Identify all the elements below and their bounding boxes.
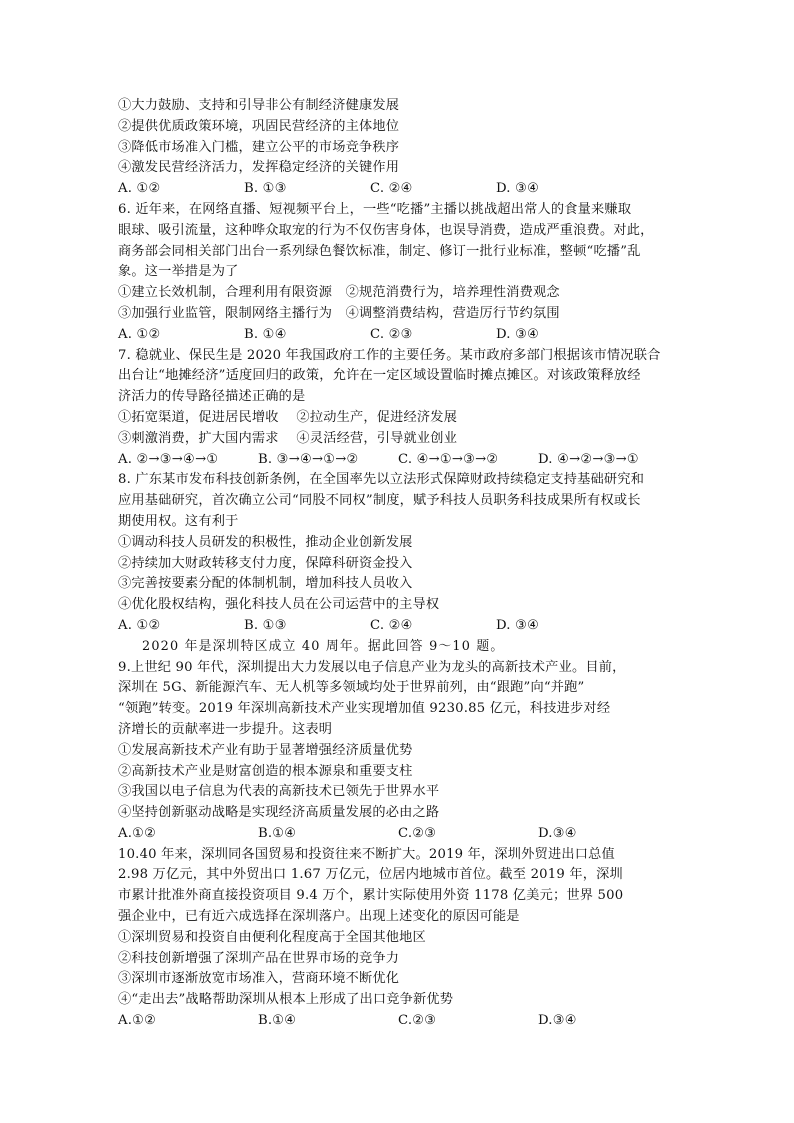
q9-option-1: ①发展高新技术产业有助于显著增强经济质量优势 (118, 742, 413, 758)
q7-stem-line-3: 济活力的传导路径描述正确的是 (118, 389, 306, 405)
q6-choices (118, 325, 678, 346)
q5-options (118, 96, 678, 179)
q9-choice-d: D.③④ (538, 825, 577, 841)
q5-option-3: ③降低市场准入门槛，建立公平的市场竞争秩序 (118, 139, 400, 155)
q8-options (118, 533, 678, 616)
q5-option-2: ②提供优质政策环境，巩固民营经济的主体地位 (118, 118, 400, 134)
q8-stem-line-1: 8. 广东某市发布科技创新条例，在全国率先以立法形式保障财政持续稳定支持基础研究和 (118, 472, 645, 488)
q8-choice-b: B. ①③ (244, 617, 287, 633)
q7-stem (118, 346, 678, 408)
q9-stem-line-2: 深圳在 5G、新能源汽车、无人机等多领域均处于世界前列，由“跟跑”向“并跑” (118, 680, 585, 696)
q5-option-4: ④激发民营经济活力，发挥稳定经济的关键作用 (118, 160, 400, 176)
q6-stem-line-1: 6. 近年来，在网络直播、短视频平台上，一些“吃播”主播以挑战超出常人的食量来赚取 (118, 201, 632, 217)
q10-choice-c: C.②③ (398, 1013, 437, 1029)
q7-choice-d: D. ④→②→③→① (538, 451, 639, 467)
q10-stem (118, 845, 678, 928)
exam-page (118, 96, 678, 1032)
q6-choice-c: C. ②③ (370, 326, 413, 342)
q10-option-4: ④“走出去”战略帮助深圳从根本上形成了出口竞争新优势 (118, 992, 454, 1008)
q10-option-1: ①深圳贸易和投资自由便利化程度高于全国其他地区 (118, 929, 426, 945)
q8-stem-line-3: 期使用权。这有利于 (118, 513, 239, 529)
q7-stem-line-1: 7. 稳就业、保民生是 2020 年我国政府工作的主要任务。某市政府多部门根据该市情况联合 (118, 347, 661, 363)
q8-choices (118, 616, 678, 637)
q8-option-3: ③完善按要素分配的体制机制，增加科技人员收入 (118, 576, 413, 592)
q5-choice-d: D. ③④ (496, 181, 540, 197)
q9-stem (118, 658, 678, 741)
q7-option-row-1: ①拓宽渠道，促进居民增收 ②拉动生产，促进经济发展 (118, 409, 458, 425)
q7-choice-b: B. ③→④→①→② (258, 451, 359, 467)
q10-stem-line-4: 强企业中，已有近六成选择在深圳落户。出现上述变化的原因可能是 (118, 909, 520, 925)
q9-stem-line-3: “领跑”转变。2019 年深圳高新技术产业实现增加值 9230.85 亿元，科技进步对经 (118, 701, 611, 717)
q7-choice-a: A. ②→③→④→① (118, 451, 219, 467)
q9-choices (118, 824, 678, 845)
q9-option-4: ④坚持创新驱动战略是实现经济高质量发展的必由之路 (118, 805, 440, 821)
q6-stem-line-3: 商务部会同相关部门出台一系列绿色餐饮标准，制定、修订一批行业标准，整顿“吃播”乱 (118, 243, 641, 259)
q8-option-4: ④优化股权结构，强化科技人员在公司运营中的主导权 (118, 597, 440, 613)
q5-choice-c: C. ②④ (370, 181, 413, 197)
q10-options (118, 928, 678, 1011)
q9-option-2: ②高新技术产业是财富创造的根本源泉和重要支柱 (118, 763, 413, 779)
q7-choice-c: C. ④→①→③→② (398, 451, 499, 467)
q6-option-row-1: ①建立长效机制，合理利用有限资源 ②规范消费行为，培养理性消费观念 (118, 285, 560, 301)
q8-choice-d: D. ③④ (496, 617, 540, 633)
q8-option-2: ②持续加大财政转移支付力度，保障科研资金投入 (118, 555, 413, 571)
q9-stem-line-1: 9.上世纪 90 年代，深圳提出大力发展以电子信息产业为龙头的高新技术产业。目前， (118, 659, 626, 675)
q6-stem-line-4: 象。这一举措是为了 (118, 264, 239, 280)
q6-choice-b: B. ①④ (244, 326, 287, 342)
q10-option-3: ③深圳市逐渐放宽市场准入，营商环境不断优化 (118, 971, 400, 987)
q6-choice-a: A. ①② (118, 326, 161, 342)
q8-choice-a: A. ①② (118, 617, 161, 633)
q10-stem-line-1: 10.40 年来，深圳同各国贸易和投资往来不断扩大。2019 年，深圳外贸进出口总值 (118, 846, 615, 862)
q5-choice-b: B. ①③ (244, 181, 287, 197)
q9-choice-c: C.②③ (398, 825, 437, 841)
q9-options (118, 741, 678, 824)
q10-choices (118, 1011, 678, 1032)
q10-stem-line-3: 市累计批准外商直接投资项目 9.4 万个，累计实际使用外资 1178 亿美元；世界 500 (118, 888, 624, 904)
q9-10-intro-note: 2020 年是深圳特区成立 40 周年。据此回答 9～10 题。 (142, 638, 505, 654)
q7-choices (118, 450, 678, 471)
q8-option-1: ①调动科技人员研发的积极性，推动企业创新发展 (118, 534, 413, 550)
q7-stem-line-2: 出台让“地摊经济”适度回归的政策，允许在一定区域设置临时摊点摊区。对该政策释放经 (118, 368, 641, 384)
q8-stem-line-2: 应用基础研究，首次确立公司“同股不同权”制度，赋予科技人员职务科技成果所有权或长 (118, 493, 641, 509)
q6-option-row-2: ③加强行业监管，限制网络主播行为 ④调整消费结构，营造厉行节约氛围 (118, 305, 560, 321)
q9-choice-b: B.①④ (258, 825, 297, 841)
q10-stem-line-2: 2.98 万亿元，其中外贸出口 1.67 万亿元，位居内地城市首位。截至 2019 年，深圳 (118, 867, 623, 883)
q10-choice-b: B.①④ (258, 1013, 297, 1029)
q9-stem-line-4: 济增长的贡献率进一步提升。这表明 (118, 721, 333, 737)
q10-option-2: ②科技创新增强了深圳产品在世界市场的竞争力 (118, 950, 400, 966)
q9-option-3: ③我国以电子信息为代表的高新技术已领先于世界水平 (118, 784, 440, 800)
q5-choices (118, 179, 678, 200)
q7-option-row-2: ③刺激消费，扩大国内需求 ④灵活经营，引导就业创业 (118, 430, 458, 446)
q8-choice-c: C. ②④ (370, 617, 413, 633)
q9-choice-a: A.①② (118, 825, 157, 841)
q6-stem (118, 200, 678, 283)
q6-stem-line-2: 眼球、吸引流量，这种哗众取宠的行为不仅伤害身体，也误导消费，造成严重浪费。对此， (118, 222, 654, 238)
q10-choice-a: A.①② (118, 1013, 157, 1029)
q8-stem (118, 470, 678, 532)
q5-option-1: ①大力鼓励、支持和引导非公有制经济健康发展 (118, 98, 400, 113)
q5-choice-a: A. ①② (118, 181, 161, 197)
q10-choice-d: D.③④ (538, 1013, 577, 1029)
q6-choice-d: D. ③④ (496, 326, 540, 342)
